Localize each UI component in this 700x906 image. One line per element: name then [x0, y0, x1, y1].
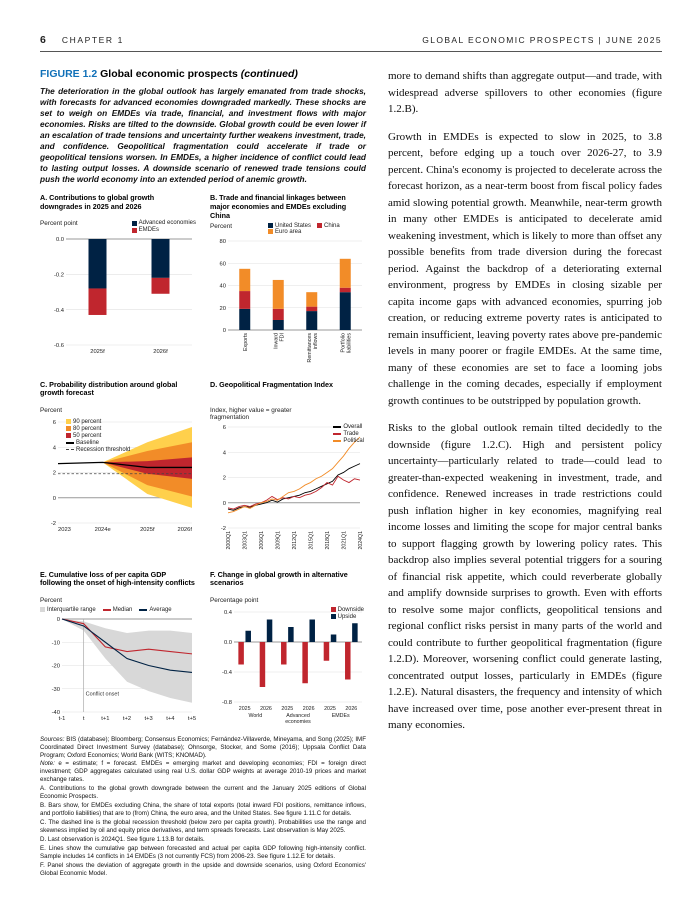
svg-text:2: 2 [222, 475, 226, 482]
svg-text:0: 0 [222, 327, 226, 334]
svg-text:2026: 2026 [345, 705, 358, 712]
svg-text:World: World [248, 712, 263, 719]
svg-text:2026: 2026 [260, 705, 272, 712]
svg-text:Inward: Inward [273, 332, 280, 349]
svg-text:-20: -20 [51, 663, 60, 670]
legend-item: Trade [333, 431, 364, 437]
panel-a-chart-svg [40, 234, 196, 358]
legend-item: 50 percent [66, 433, 130, 439]
svg-text:Portfolio: Portfolio [340, 332, 347, 353]
panel-e-chart [40, 614, 196, 724]
legend-swatch [66, 449, 74, 450]
legend-swatch [333, 440, 341, 442]
legend-swatch [66, 419, 71, 424]
panel-e-chart-svg [40, 614, 196, 724]
svg-text:2009Q1: 2009Q1 [275, 530, 282, 550]
legend-item: Euro area [268, 229, 301, 235]
panel-c-legend [66, 419, 130, 453]
svg-text:EMDEs: EMDEs [331, 712, 350, 719]
panel-b-chart [210, 236, 366, 372]
legend-item: Political [333, 438, 364, 444]
legend-swatch [317, 223, 322, 228]
legend-item: Median [103, 607, 133, 613]
svg-text:2015Q1: 2015Q1 [308, 530, 315, 550]
svg-text:6: 6 [222, 424, 226, 431]
svg-text:Advanced: Advanced [286, 712, 310, 719]
svg-text:0.4: 0.4 [223, 609, 232, 616]
svg-text:-40: -40 [51, 709, 60, 716]
panel-b-head [210, 223, 366, 235]
panel-b [210, 194, 366, 371]
svg-text:2024Q1: 2024Q1 [358, 530, 365, 550]
svg-text:2018Q1: 2018Q1 [325, 530, 332, 550]
legend-item: China [317, 223, 340, 229]
panel-c-head [40, 407, 196, 416]
svg-text:-2: -2 [220, 525, 226, 532]
panel-a-chart [40, 234, 196, 358]
svg-text:-0.8: -0.8 [222, 699, 232, 706]
panel-c-title: C. Probability distribution around global growth forecast [40, 379, 178, 398]
figure-intro: The deterioration in the global outlook has largely emanated from trade shocks, with forecasts for advanced economies downgraded markedly. These shocks are set to weigh on EMDEs via trade, financial, and investment flows with major economies. Risks are tilted to the downside. Global growth could be even lower if an escalation of trade tensions and uncertainty further weakens investment, trade, and confidence. Geopolitical fragmentation could accelerate if trade or geopolitical tensions worsen. In EMDEs, a higher incidence of conflict could lead to lasting output losses. A downside scenario of renewed trade tensions could push the world economy into an extended period of anemic growth. [40, 86, 366, 185]
legend-swatch [66, 426, 71, 431]
figure-note: A. Contributions to the global growth downgrade between the current and the January 2025 editions of Global Economic Prospects. [40, 785, 366, 801]
panel-a-legend [132, 220, 196, 233]
chapter-label: CHAPTER 1 [61, 35, 124, 45]
panel-f-head [210, 597, 366, 606]
svg-text:Conflict onset: Conflict onset [85, 691, 119, 698]
svg-text:2003Q1: 2003Q1 [242, 530, 249, 550]
panel-b-chart-svg [210, 236, 366, 372]
legend-swatch [268, 229, 273, 234]
page-columns [40, 68, 662, 879]
figure-title-text: Global economic prospects [100, 68, 241, 80]
svg-text:2026: 2026 [302, 705, 315, 712]
legend-item: Downside [331, 607, 364, 613]
svg-text:60: 60 [219, 260, 226, 267]
header-left [40, 34, 124, 46]
panel-a [40, 194, 196, 371]
figure-note: Sources: BIS (database); Bloomberg; Consensus Economics; Fernández-Villaverde, Mineyama, and Song (2025); IMF Coordinated Direct Investment Survey (database); Ohnsorge, Stocker, and Some (2016); Uppsala Conflict Data Program; Oxford Economics; World Bank (WITS; KNOMAD). [40, 735, 366, 759]
legend-swatch [333, 426, 341, 428]
panel-f [210, 571, 366, 729]
svg-text:t: t [82, 715, 85, 722]
svg-text:2006Q1: 2006Q1 [259, 530, 266, 550]
figure-note: B. Bars show, for EMDEs excluding China, the share of total exports (total inward FDI positions, remittance inflows, and portfolio liabilities) that are to (from) China, the euro area, and the United States. See figure 1.11.C for details. [40, 802, 366, 818]
svg-text:2024e: 2024e [94, 526, 111, 533]
panel-b-title: B. Trade and financial linkages between major economies and EMDEs excluding China [210, 193, 347, 220]
panel-a-title: A. Contributions to global growth downgrades in 2025 and 2026 [40, 193, 155, 212]
legend-swatch [331, 614, 336, 619]
panel-a-head [40, 220, 196, 233]
svg-text:2012Q1: 2012Q1 [292, 530, 299, 550]
figure-note: Note: e = estimate; f = forecast. EMDEs = emerging market and developing economies; FDI = foreign direct investment; GDP aggregates calculated using real U.S. dollar GDP weights at average 2010-19 prices and market exchange rates. [40, 760, 366, 784]
figure-note: C. The dashed line is the global recession threshold (below zero per capita growth). Probabilities use the range and skewness implied by oil and equity price derivatives, and term spreads forecasts. Last observation is May 2025. [40, 819, 366, 834]
svg-text:2026f: 2026f [153, 349, 168, 356]
figure-label: FIGURE 1.2 [40, 68, 98, 80]
report-title: GLOBAL ECONOMIC PROSPECTS | JUNE 2025 [422, 35, 662, 45]
svg-text:-0.4: -0.4 [222, 669, 232, 676]
svg-text:-0.4: -0.4 [54, 308, 64, 315]
svg-text:4: 4 [222, 449, 226, 456]
svg-text:2021Q1: 2021Q1 [341, 530, 348, 550]
body-paragraph-1: more to demand shifts than aggregate output—and trade, with widespread adverse spillovers to other economies (figure 1.2.B). [388, 70, 662, 115]
svg-text:20: 20 [219, 305, 226, 312]
panel-c [40, 381, 196, 562]
panel-c-chart [40, 417, 196, 535]
panel-f-title: F. Change in global growth in alternative scenarios [210, 569, 348, 588]
svg-text:0: 0 [52, 495, 56, 502]
figure-note: F. Panel shows the deviation of aggregate growth in the upside and downside scenarios, using Oxford Economics' Global Economic Model. [40, 861, 366, 877]
panel-b-ylabel: Percent [210, 222, 233, 230]
legend-swatch [132, 228, 137, 233]
svg-text:inflows: inflows [313, 332, 320, 349]
svg-text:-0.6: -0.6 [54, 343, 64, 350]
legend-item: Average [139, 607, 171, 613]
figure-title [40, 68, 366, 80]
legend-item: Recession threshold [66, 447, 130, 453]
legend-item: Overall [333, 424, 364, 430]
legend-swatch [331, 607, 336, 612]
panel-f-chart-svg [210, 607, 366, 729]
panel-e-ylabel: Percent [40, 596, 63, 604]
panel-b-legend [268, 223, 366, 235]
svg-text:2025f: 2025f [90, 349, 105, 356]
panel-e-legend [40, 607, 196, 613]
panel-d-title: D. Geopolitical Fragmentation Index [210, 379, 334, 389]
figure-panels [40, 194, 366, 728]
legend-item: 90 percent [66, 419, 130, 425]
header-rule [40, 51, 662, 52]
svg-text:-30: -30 [51, 686, 60, 693]
legend-swatch [333, 433, 341, 435]
panel-e-head [40, 597, 196, 606]
panel-f-chart [210, 607, 366, 729]
svg-text:0.0: 0.0 [223, 639, 232, 646]
panel-d-head [210, 407, 366, 421]
svg-text:2: 2 [52, 470, 56, 477]
legend-swatch [268, 223, 273, 228]
legend-item: Upside [331, 614, 364, 620]
legend-swatch [132, 221, 137, 226]
figure-continued-label: (continued) [240, 68, 298, 80]
figure-note: D. Last observation is 2024Q1. See figure 1.13.B for details. [40, 835, 205, 843]
svg-text:80: 80 [219, 238, 226, 245]
svg-text:-0.2: -0.2 [54, 272, 64, 279]
svg-text:Exports: Exports [243, 332, 250, 351]
legend-item: EMDEs [132, 227, 196, 233]
legend-swatch [66, 433, 71, 438]
svg-text:Remittances: Remittances [307, 332, 314, 363]
figure-notes [40, 736, 366, 878]
svg-text:0.0: 0.0 [55, 237, 64, 244]
svg-text:t+5: t+5 [187, 715, 196, 722]
svg-text:2025: 2025 [238, 705, 251, 712]
legend-swatch [103, 609, 111, 611]
panel-d-legend [333, 424, 364, 444]
legend-item: Advanced economies [132, 220, 196, 226]
svg-text:t-1: t-1 [58, 715, 66, 722]
body-column [388, 68, 662, 879]
svg-text:-2: -2 [50, 520, 56, 527]
panel-c-ylabel: Percent [40, 406, 63, 414]
legend-swatch [66, 442, 74, 444]
svg-text:t+4: t+4 [166, 715, 175, 722]
svg-text:t+1: t+1 [101, 715, 110, 722]
svg-text:liabilities: liabilities [346, 332, 353, 353]
panel-d-ylabel: Index, higher value = greater fragmentation [210, 406, 292, 421]
svg-text:t+2: t+2 [122, 715, 132, 722]
svg-text:2025: 2025 [281, 705, 294, 712]
svg-text:0: 0 [222, 500, 226, 507]
page-number: 6 [40, 34, 46, 46]
panel-f-ylabel: Percentage point [210, 596, 259, 604]
body-paragraph-3: Risks to the global outlook remain tilted decidedly to the downside (figure 1.2.C). High and persistent policy uncertainty—particularly related to trade—could lead to greater-than-expected weakening in investment, trade, and confidence. Renewed increases in trade restrictions could push inflation higher in key economies, magnifying real income losses and limiting the scope for major central banks to support flagging growth by lowering policy rates. This backdrop also implies several potential triggers for a souring of financial risk appetite, which could reverberate globally and amplify downside surprises to growth. Even with efforts to resolve some major conflicts, geopolitical tensions and regional conflict risks persist in many parts of the world and could contribute to further geopolitical fragmentation (figure 1.2.D). Moreover, worsening conflict could generate lasting, concentrated output losses, particularly in EMDEs (figure 1.2.E). Natural disasters, the frequency and intensity of which have increased over time, pose another ever-present threat in many economies. [388, 422, 662, 731]
figure-column [40, 68, 366, 879]
legend-swatch [40, 607, 45, 612]
svg-text:-10: -10 [51, 639, 60, 646]
figure-note: E. Lines show the cumulative gap between forecasted and actual per capita GDP following high-intensity conflict. Sample includes 14 conflicts in 14 EMDEs (3 not currently FCS) from 2006-23. See figure 1.12.E for details. [40, 844, 366, 860]
svg-text:4: 4 [52, 444, 56, 451]
svg-text:FDI: FDI [279, 332, 286, 342]
svg-text:t+3: t+3 [144, 715, 153, 722]
body-paragraph-2: Growth in EMDEs is expected to slow in 2025, to 3.8 percent, before edging up a touch over 2026-27, to 3.9 percent. China's economy is projected to decelerate across the forecast horizon, as a near-term boost from fiscal policy fades amid slowing potential growth. Meanwhile, near-term growth in many other EMDEs is anticipated to decelerate amid weakening investment, which is likely to more than offset any possible benefits from trade diversion during the forecast period. Against the backdrop of a deteriorating external environment, progress by EMDEs in closing sizable per capita income gaps with advanced economies, spurring job creation, or reducing extreme poverty rates is anticipated to remain insufficient, leaving poverty rates above pre-pandemic levels in many poorer or fragile EMDEs. At the same time, many of these economies are set to face a looming jobs challenge in the coming decades, especially if employment growth continues to be outstripped by population growth. [388, 130, 662, 407]
svg-text:economies: economies [285, 718, 311, 725]
panel-a-ylabel: Percent point [40, 220, 78, 228]
legend-swatch [139, 609, 147, 611]
svg-text:6: 6 [52, 419, 56, 426]
page-header [40, 34, 662, 46]
panel-e-title: E. Cumulative loss of per capita GDP following the onset of high-intensity conflicts [40, 569, 195, 588]
svg-text:2025: 2025 [324, 705, 336, 712]
panel-f-legend [331, 607, 364, 620]
legend-item: United States [268, 223, 311, 229]
legend-item: 80 percent [66, 426, 130, 432]
panel-d-chart [210, 422, 366, 562]
legend-item: Interquartile range [40, 607, 96, 613]
svg-text:40: 40 [219, 283, 226, 290]
legend-item: Baseline [66, 440, 130, 446]
svg-text:2026f: 2026f [177, 526, 192, 533]
svg-text:2000Q1: 2000Q1 [226, 530, 233, 550]
svg-text:0: 0 [56, 616, 60, 623]
panel-d [210, 381, 366, 562]
panel-e [40, 571, 196, 729]
svg-text:2023: 2023 [58, 526, 71, 533]
svg-text:2025f: 2025f [140, 526, 155, 533]
